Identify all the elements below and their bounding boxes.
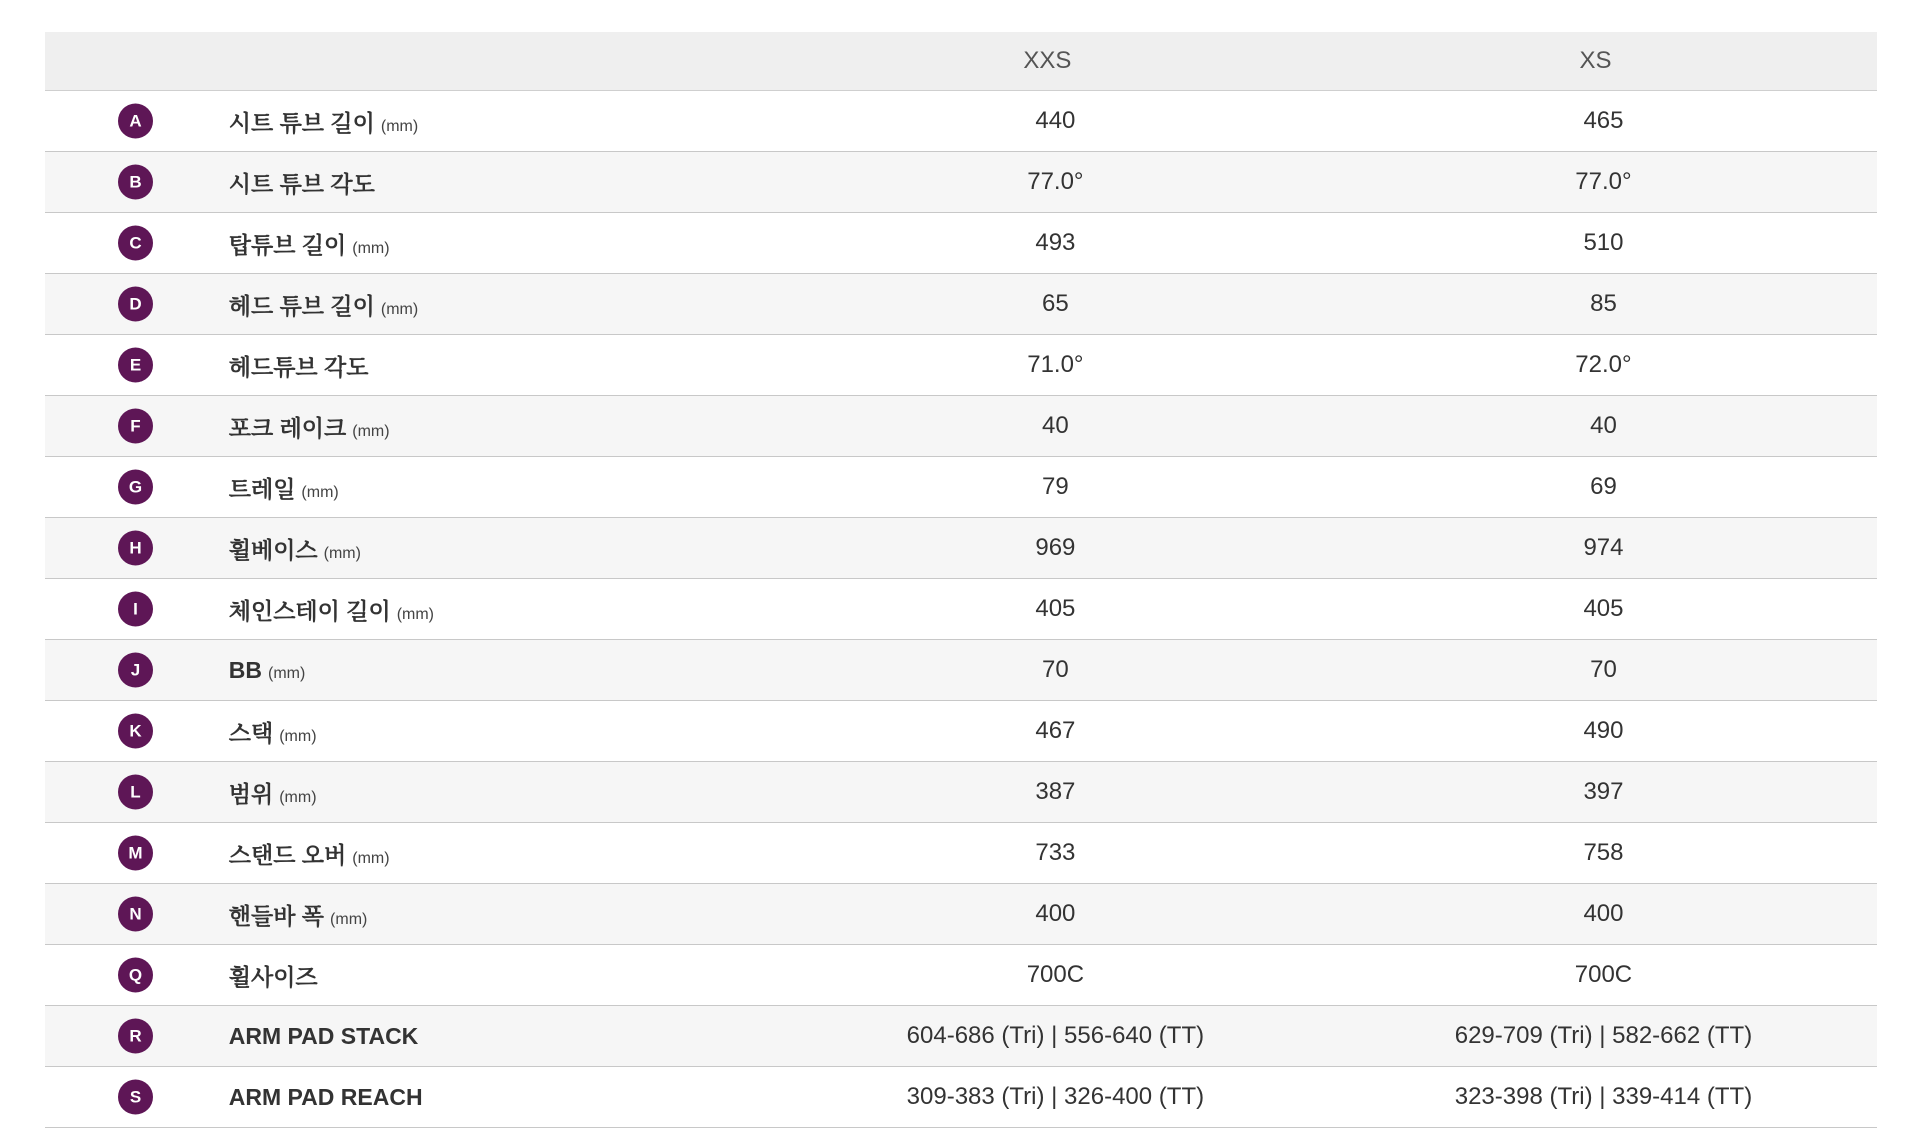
- value-xs: 77.0°: [1575, 168, 1632, 195]
- column-header-xxs: XXS: [1023, 47, 1072, 74]
- measurement-label: 휠사이즈: [228, 963, 318, 990]
- measurement-label: 시트 튜브 길이: [228, 109, 375, 136]
- measurement-label-cell: [182, 410, 781, 443]
- value-xxs: 77.0°: [1027, 168, 1084, 195]
- value-xxs: 733: [1035, 839, 1076, 866]
- table-row: [45, 579, 1877, 640]
- measurement-label-cell: [182, 776, 781, 809]
- value-xs: 323-398 (Tri) | 339-414 (TT): [1454, 1083, 1753, 1110]
- value-xxs: 440: [1035, 107, 1076, 134]
- value-xxs: 79: [1042, 473, 1069, 500]
- measurement-label-cell: [182, 959, 781, 992]
- table-row: [45, 213, 1877, 274]
- value-xxs: 400: [1035, 900, 1076, 927]
- measurement-unit: (mm): [352, 849, 390, 867]
- table-row: [45, 1067, 1877, 1128]
- geometry-table: [45, 32, 1877, 1128]
- badge-cell: [45, 518, 182, 578]
- measurement-letter-badge: K: [118, 714, 153, 749]
- measurement-unit: (mm): [380, 117, 419, 135]
- measurement-label-cell: [182, 532, 781, 565]
- badge-cell: [45, 762, 182, 822]
- measurement-unit: (mm): [301, 483, 339, 501]
- badge-cell: [45, 152, 182, 212]
- measurement-unit: (mm): [380, 300, 419, 318]
- value-xxs: 65: [1042, 290, 1069, 317]
- badge-cell: [45, 823, 182, 883]
- column-header-xs: XS: [1579, 47, 1612, 74]
- table-row: [45, 762, 1877, 823]
- measurement-letter-badge: H: [118, 531, 153, 566]
- value-xxs: 969: [1035, 534, 1076, 561]
- value-xs: 40: [1590, 412, 1617, 439]
- value-xs: 397: [1583, 778, 1624, 805]
- measurement-letter-badge: R: [118, 1019, 153, 1054]
- table-row: [45, 335, 1877, 396]
- table-header-row: [45, 32, 1877, 91]
- measurement-label: 헤드튜브 각도: [228, 353, 369, 380]
- value-xxs: 387: [1035, 778, 1076, 805]
- badge-cell: [45, 457, 182, 517]
- value-xxs: 405: [1035, 595, 1076, 622]
- value-xs: 465: [1583, 107, 1624, 134]
- table-row: [45, 701, 1877, 762]
- measurement-unit: (mm): [323, 544, 361, 562]
- measurement-letter-badge: C: [118, 226, 153, 261]
- table-row: [45, 640, 1877, 701]
- badge-cell: [45, 884, 182, 944]
- value-xxs: 70: [1042, 656, 1069, 683]
- value-xs: 405: [1583, 595, 1624, 622]
- measurement-letter-badge: D: [118, 287, 153, 322]
- value-xs: 72.0°: [1575, 351, 1632, 378]
- value-xxs: 493: [1035, 229, 1076, 256]
- measurement-label: BB: [228, 656, 262, 683]
- table-row: [45, 274, 1877, 335]
- value-xxs: 700C: [1026, 961, 1085, 988]
- value-xxs: 467: [1035, 717, 1076, 744]
- measurement-unit: (mm): [279, 788, 317, 806]
- badge-cell: [45, 91, 182, 151]
- measurement-label-cell: [182, 898, 781, 931]
- measurement-letter-badge: S: [118, 1080, 153, 1115]
- value-xs: 69: [1590, 473, 1617, 500]
- measurement-label: 시트 튜브 각도: [228, 170, 375, 197]
- value-xxs: 71.0°: [1027, 351, 1084, 378]
- value-xs: 510: [1583, 229, 1624, 256]
- measurement-letter-badge: I: [118, 592, 153, 627]
- badge-cell: [45, 945, 182, 1005]
- measurement-letter-badge: B: [118, 165, 153, 200]
- table-row: [45, 457, 1877, 518]
- measurement-letter-badge: F: [118, 409, 153, 444]
- value-xs: 629-709 (Tri) | 582-662 (TT): [1454, 1022, 1753, 1049]
- measurement-label: ARM PAD REACH: [228, 1083, 423, 1110]
- table-row: [45, 884, 1877, 945]
- measurement-letter-badge: J: [118, 653, 153, 688]
- measurement-label: 스택: [228, 719, 274, 746]
- value-xs: 70: [1590, 656, 1617, 683]
- measurement-label: 스탠드 오버: [228, 841, 347, 868]
- measurement-label-cell: [182, 349, 781, 382]
- measurement-label-cell: [182, 166, 781, 199]
- measurement-label: 핸들바 폭: [228, 902, 325, 929]
- measurement-label-cell: [182, 837, 781, 870]
- value-xxs: 40: [1042, 412, 1069, 439]
- table-row: [45, 91, 1877, 152]
- value-xs: 974: [1583, 534, 1624, 561]
- header-spacer: [45, 32, 182, 90]
- badge-cell: [45, 1067, 182, 1127]
- measurement-label: 범위: [228, 780, 274, 807]
- measurement-unit: (mm): [352, 239, 390, 257]
- measurement-label: 탑튜브 길이: [228, 231, 347, 258]
- badge-cell: [45, 274, 182, 334]
- value-xs: 758: [1583, 839, 1624, 866]
- measurement-unit: (mm): [279, 727, 317, 745]
- value-xxs: 604-686 (Tri) | 556-640 (TT): [906, 1022, 1205, 1049]
- measurement-label-cell: [182, 1084, 781, 1111]
- measurement-label: ARM PAD STACK: [228, 1022, 419, 1049]
- measurement-letter-badge: N: [118, 897, 153, 932]
- badge-cell: [45, 701, 182, 761]
- badge-cell: [45, 1006, 182, 1066]
- badge-cell: [45, 213, 182, 273]
- measurement-unit: (mm): [330, 910, 368, 928]
- measurement-label-cell: [182, 105, 781, 138]
- badge-cell: [45, 579, 182, 639]
- measurement-label-cell: [182, 715, 781, 748]
- measurement-unit: (mm): [396, 605, 434, 623]
- badge-cell: [45, 335, 182, 395]
- measurement-letter-badge: Q: [118, 958, 153, 993]
- badge-cell: [45, 396, 182, 456]
- measurement-unit: (mm): [352, 422, 390, 440]
- table-row: [45, 823, 1877, 884]
- measurement-unit: (mm): [268, 664, 306, 682]
- table-row: [45, 1006, 1877, 1067]
- measurement-label-cell: [182, 657, 781, 684]
- measurement-label: 트레일: [228, 475, 296, 502]
- measurement-label-cell: [182, 227, 781, 260]
- value-xs: 490: [1583, 717, 1624, 744]
- table-row: [45, 396, 1877, 457]
- value-xs: 700C: [1574, 961, 1633, 988]
- measurement-letter-badge: E: [118, 348, 153, 383]
- value-xs: 85: [1590, 290, 1617, 317]
- value-xs: 400: [1583, 900, 1624, 927]
- table-row: [45, 152, 1877, 213]
- measurement-label: 헤드 튜브 길이: [228, 292, 375, 319]
- measurement-label: 휠베이스: [228, 536, 318, 563]
- table-row: [45, 518, 1877, 579]
- badge-cell: [45, 640, 182, 700]
- measurement-letter-badge: L: [118, 775, 153, 810]
- measurement-letter-badge: G: [118, 470, 153, 505]
- measurement-letter-badge: A: [118, 104, 153, 139]
- measurement-label-cell: [182, 471, 781, 504]
- measurement-label: 체인스테이 길이: [228, 597, 391, 624]
- table-row: [45, 945, 1877, 1006]
- measurement-letter-badge: M: [118, 836, 153, 871]
- value-xxs: 309-383 (Tri) | 326-400 (TT): [906, 1083, 1205, 1110]
- measurement-label-cell: [182, 288, 781, 321]
- measurement-label-cell: [182, 593, 781, 626]
- measurement-label-cell: [182, 1023, 781, 1050]
- measurement-label: 포크 레이크: [228, 414, 347, 441]
